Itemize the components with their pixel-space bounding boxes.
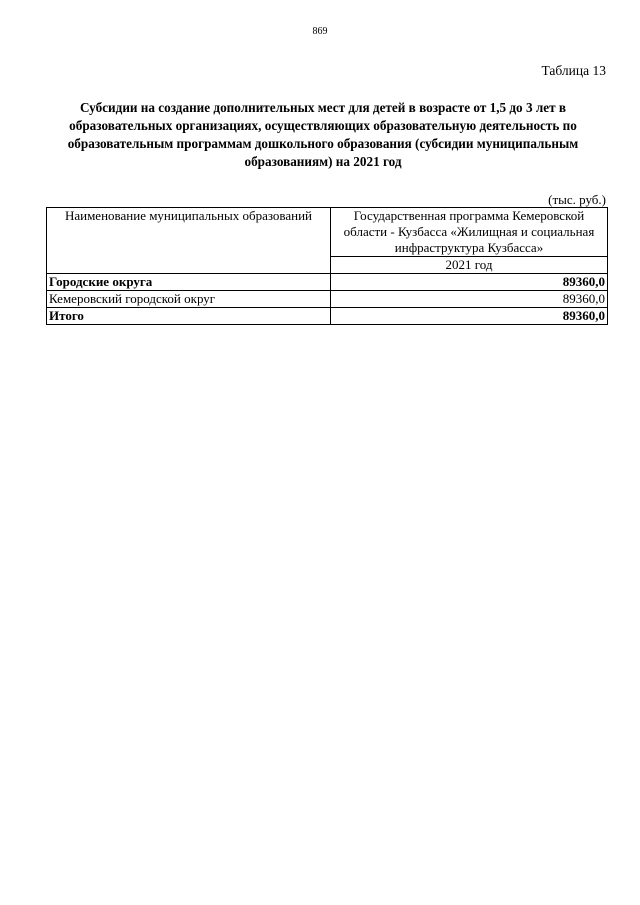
table-row-urban-districts [47, 274, 608, 291]
header-state-program: Государственная программа Кемеровской области - Кузбасса «Жилищная и социальная инфраструктура Кузбасса» [331, 208, 608, 257]
subsidy-table [46, 207, 608, 325]
units-label: (тыс. руб.) [548, 192, 606, 207]
row-name: Кемеровский городской округ [47, 291, 331, 308]
table-header-row [47, 208, 608, 257]
page-number: 869 [312, 26, 328, 37]
table-row-kemerovo [47, 291, 608, 308]
table-row-total [47, 308, 608, 325]
header-year: 2021 год [331, 257, 608, 274]
table-label: Таблица 13 [541, 63, 606, 78]
row-name: Городские округа [47, 274, 331, 291]
row-value: 89360,0 [331, 308, 608, 325]
row-value: 89360,0 [331, 274, 608, 291]
document-title: Субсидии на создание дополнительных мест для детей в возрасте от 1,5 до 3 лет в образовательных организациях, осуществляющих образовательную деятельность по образовательным программам дошкольного образования (субсидии муниципальным образованиям) на 2021 год [67, 100, 579, 169]
header-municipality-name: Наименование муниципальных образований [47, 208, 331, 274]
row-name: Итого [47, 308, 331, 325]
row-value: 89360,0 [331, 291, 608, 308]
